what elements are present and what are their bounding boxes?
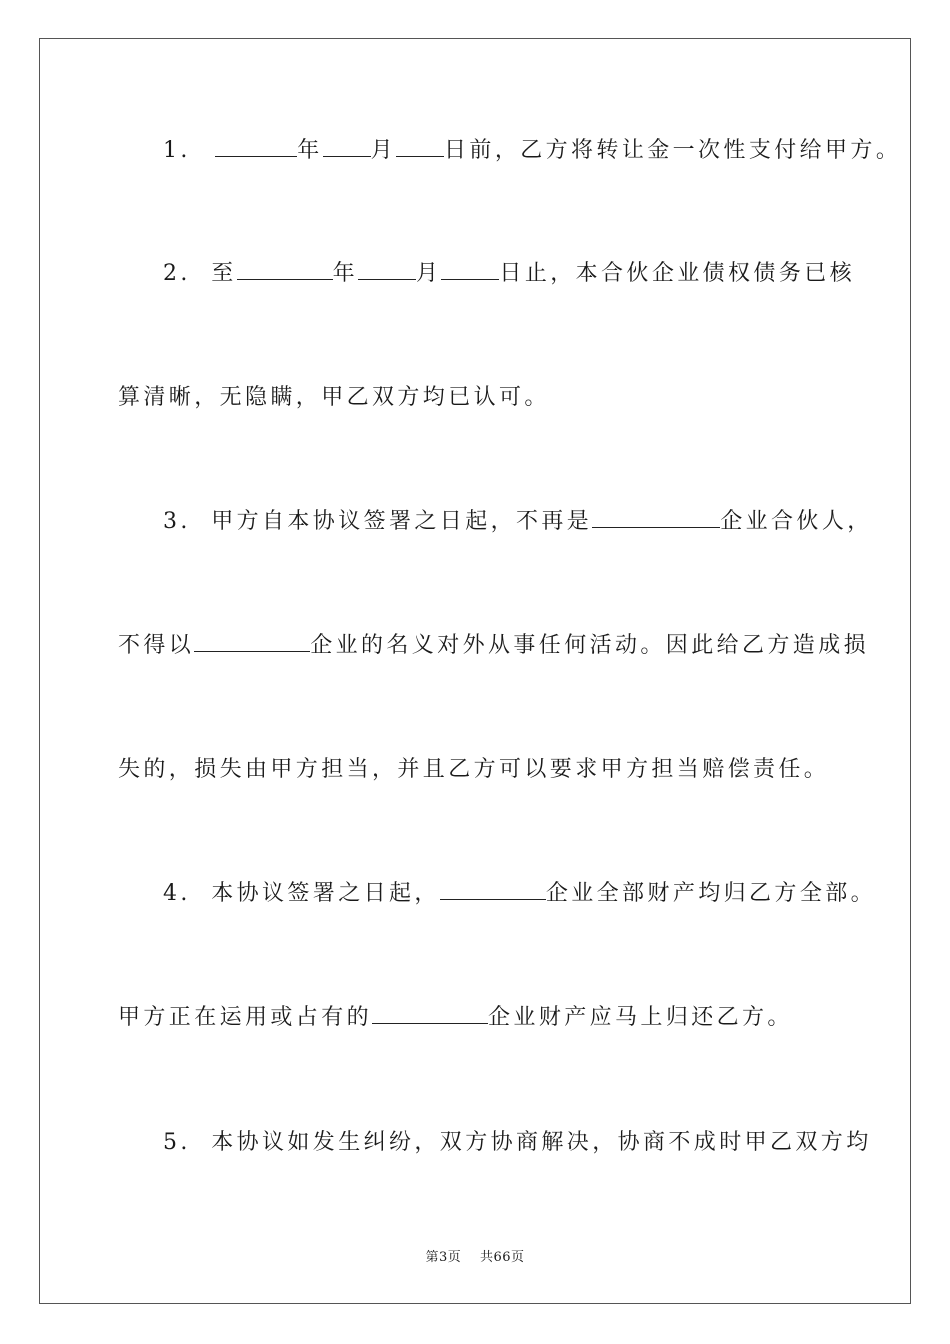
- page-number: 第3页: [425, 1250, 462, 1265]
- clause-3-continuation-2: [118, 755, 829, 785]
- clause-text: 企业财产应马上归还乙方。: [488, 1005, 793, 1030]
- page-footer: [0, 1246, 950, 1265]
- text-month: 月: [370, 138, 397, 163]
- clause-text: 失的，损失由甲方担当，并且乙方可以要求甲方担当赔偿责任。: [118, 757, 830, 782]
- clause-4-line: [163, 879, 876, 909]
- clause-number: 2.: [163, 261, 191, 286]
- clause-number: 4.: [163, 881, 191, 906]
- clause-text: 本协议签署之日起，: [211, 881, 440, 906]
- clause-1-line: [163, 136, 901, 166]
- blank-day: [441, 259, 499, 280]
- clause-5-line: [163, 1128, 872, 1158]
- clause-3-line: [163, 507, 873, 537]
- text-month: 月: [416, 261, 442, 286]
- blank-month: [358, 259, 416, 280]
- clause-text: 企业合伙人，: [720, 509, 873, 534]
- clause-text: 企业全部财产均归乙方全部。: [545, 881, 877, 906]
- text-year: 年: [332, 261, 359, 286]
- clause-text: 日前，乙方将转让金一次性支付给甲方。: [444, 138, 902, 163]
- blank-year: [215, 136, 297, 157]
- blank-day: [396, 136, 444, 157]
- blank-year: [237, 259, 333, 280]
- text-year: 年: [297, 138, 323, 163]
- clause-number: 3.: [163, 509, 191, 534]
- clause-number: 1.: [163, 138, 191, 163]
- clause-text: 企业的名义对外从事任何活动。因此给乙方造成损: [310, 633, 870, 658]
- clause-number: 5.: [163, 1130, 191, 1155]
- clause-text: 不得以: [118, 633, 195, 658]
- clause-text: 算清晰，无隐瞒，甲乙双方均已认可。: [118, 385, 550, 410]
- blank-company: [372, 1003, 488, 1024]
- blank-month: [323, 136, 371, 157]
- blank-company: [440, 879, 546, 900]
- clause-text: 日止，本合伙企业债权债务已核: [499, 261, 856, 286]
- clause-text: 甲方正在运用或占有的: [118, 1005, 373, 1030]
- page-border: [39, 38, 911, 1304]
- text-to: 至: [211, 261, 237, 286]
- clause-2-line: [163, 259, 855, 289]
- clause-3-continuation-1: [118, 631, 869, 661]
- blank-company: [194, 631, 310, 652]
- clause-text: 甲方自本协议签署之日起，不再是: [211, 509, 593, 534]
- total-pages: 共66页: [479, 1250, 525, 1265]
- clause-4-continuation: [118, 1003, 793, 1033]
- blank-company: [592, 507, 720, 528]
- clause-2-continuation: [118, 383, 550, 413]
- clause-text: 本协议如发生纠纷，双方协商解决，协商不成时甲乙双方均: [211, 1130, 872, 1155]
